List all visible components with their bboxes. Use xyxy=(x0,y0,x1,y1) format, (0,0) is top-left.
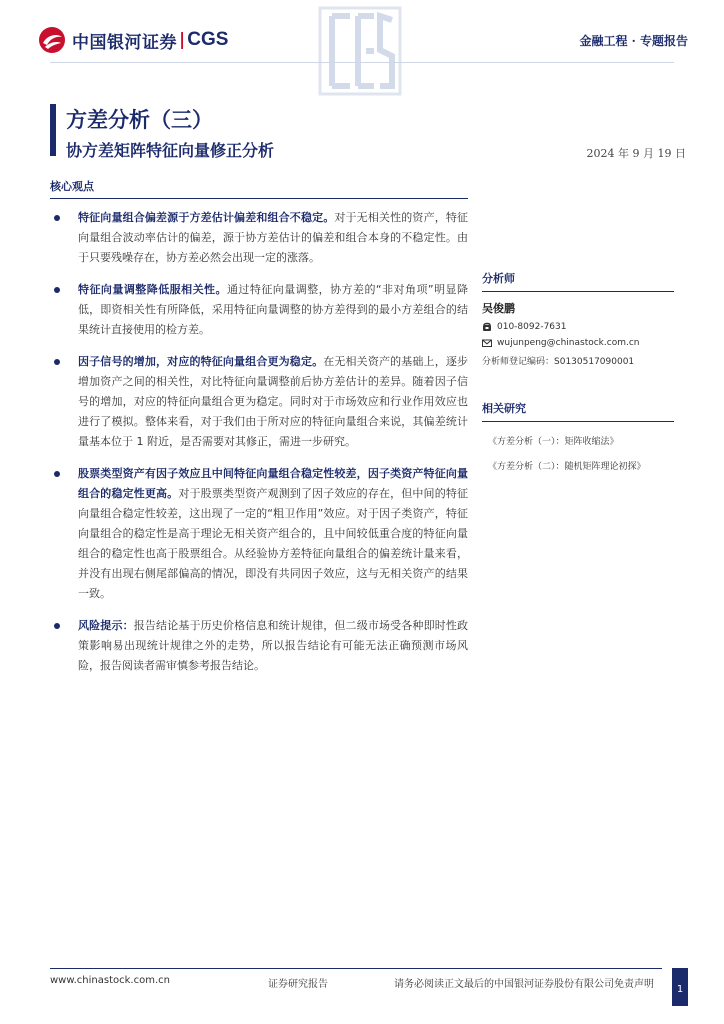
analyst-cert: 分析师登记编码：S0130517090001 xyxy=(482,357,635,367)
page-number: 1 xyxy=(676,984,684,995)
footer-report-label: 证券研究报告 xyxy=(268,979,328,990)
point-text: 通过特征向量调整，协方差的“非对角项”明显降低，即资相关性有所降低，采用特征向量调整的协方差得到的最小方差组合的结果统计直接使用的检方差。 xyxy=(78,283,468,336)
page-header xyxy=(0,0,724,100)
bullet-icon xyxy=(54,471,60,477)
bullet-icon xyxy=(54,215,60,221)
point-emphasis: 特征向量调整降低服相关性。 xyxy=(78,283,227,296)
bullet-icon xyxy=(54,623,60,629)
list-item xyxy=(50,464,468,604)
related-heading: 相关研究 xyxy=(482,400,674,422)
point-text: 在无相关资产的基础上，逐步增加资产之间的相关性，对比特征向量调整前后协方差估计的差异。随着因子信号的增加，对应的特征向量组合更为稳定。同时对于市场效应和行业作用效应也进行了模拟。整体来看，对于我们由于所对应的特征向量组合来说，其偏差统计量基本位于 1 附近，是否需要对其修正，需进一步研究。 xyxy=(78,355,468,448)
footer-disclaimer: 请务必阅读正文最后的中国银河证券股份有限公司免责声明 xyxy=(394,979,654,990)
galaxy-logo-icon xyxy=(38,26,66,54)
analyst-heading: 分析师 xyxy=(482,270,674,292)
point-emphasis: 股票类型资产有因子效应且中间特征向量组合稳定性较差，因子类资产特征向量组合的稳定性更高。 xyxy=(78,467,468,500)
point-emphasis: 因子信号的增加，对应的特征向量组合更为稳定。 xyxy=(78,355,324,368)
header-divider xyxy=(50,62,674,63)
bullet-icon xyxy=(54,359,60,365)
footer-divider xyxy=(50,968,662,969)
analyst-phone: 010-8092-7631 xyxy=(497,322,567,332)
point-text: 对于无相关性的资产，特征向量组合波动率估计的偏差，源于协方差估计的偏差和组合本身的不稳定性。由于只要残噪存在，协方差必然会出现一定的涨落。 xyxy=(78,211,469,264)
analyst-email[interactable]: wujunpeng@chinastock.com.cn xyxy=(497,338,640,348)
list-item xyxy=(50,616,468,676)
report-subtitle: 协方差矩阵特征向量修正分析 xyxy=(66,141,275,160)
related-item[interactable]: 《方差分析（一）：矩阵收缩法》 xyxy=(488,437,619,447)
report-date: 2024 年 9 月 19 日 xyxy=(586,147,686,160)
report-title: 方差分析（三） xyxy=(66,107,213,132)
cgs-watermark-icon xyxy=(318,6,402,96)
analyst-email-row xyxy=(482,338,674,348)
related-research-panel xyxy=(482,400,674,472)
core-views-heading: 核心观点 xyxy=(50,180,94,193)
logo-separator: | xyxy=(179,30,186,50)
related-item[interactable]: 《方差分析（二）：随机矩阵理论初探》 xyxy=(488,462,646,472)
analyst-panel xyxy=(482,270,674,367)
email-icon xyxy=(482,338,492,348)
list-item xyxy=(50,208,468,268)
company-logo xyxy=(38,26,228,54)
point-text: 对于股票类型资产观测到了因子效应的存在，但中间的特征向量组合稳定性较差，这出现了一定的“粗卫作用”效应。对于因子类资产，特征向量组合的稳定性是高于理论无相关资产组合的，且中间较低重合度的特征向量组合的稳定性也高于股票组合。从经验协方差特征向量组合的偏差统计量来看，并没有出现右侧尾部偏高的情况，即没有共同因子效应，这与无相关资产的结果一致。 xyxy=(78,487,469,600)
list-item xyxy=(50,352,468,452)
point-text: 报告结论基于历史价格信息和统计规律，但二级市场受各种即时性政策影响易出现统计规律之外的走势，所以报告结论有可能无法正确预测市场风险，报告阅读者需审慎参考报告结论。 xyxy=(78,619,469,672)
list-item xyxy=(50,280,468,340)
footer-website-link[interactable]: www.chinastock.com.cn xyxy=(50,975,170,986)
company-name: 中国银河证券 xyxy=(72,32,177,53)
document-type: 金融工程 · 专题报告 xyxy=(579,34,688,48)
point-emphasis: 特征向量组合偏差源于方差估计偏差和组合不稳定。 xyxy=(78,211,335,224)
company-abbr: CGS xyxy=(187,29,229,50)
phone-icon xyxy=(482,322,492,332)
core-views-list xyxy=(50,208,468,688)
title-accent-bar xyxy=(50,104,56,156)
point-emphasis: 风险提示： xyxy=(78,619,134,632)
analyst-phone-row xyxy=(482,322,674,332)
core-views-divider xyxy=(50,198,468,199)
analyst-name: 吴俊鹏 xyxy=(482,302,515,315)
bullet-icon xyxy=(54,287,60,293)
